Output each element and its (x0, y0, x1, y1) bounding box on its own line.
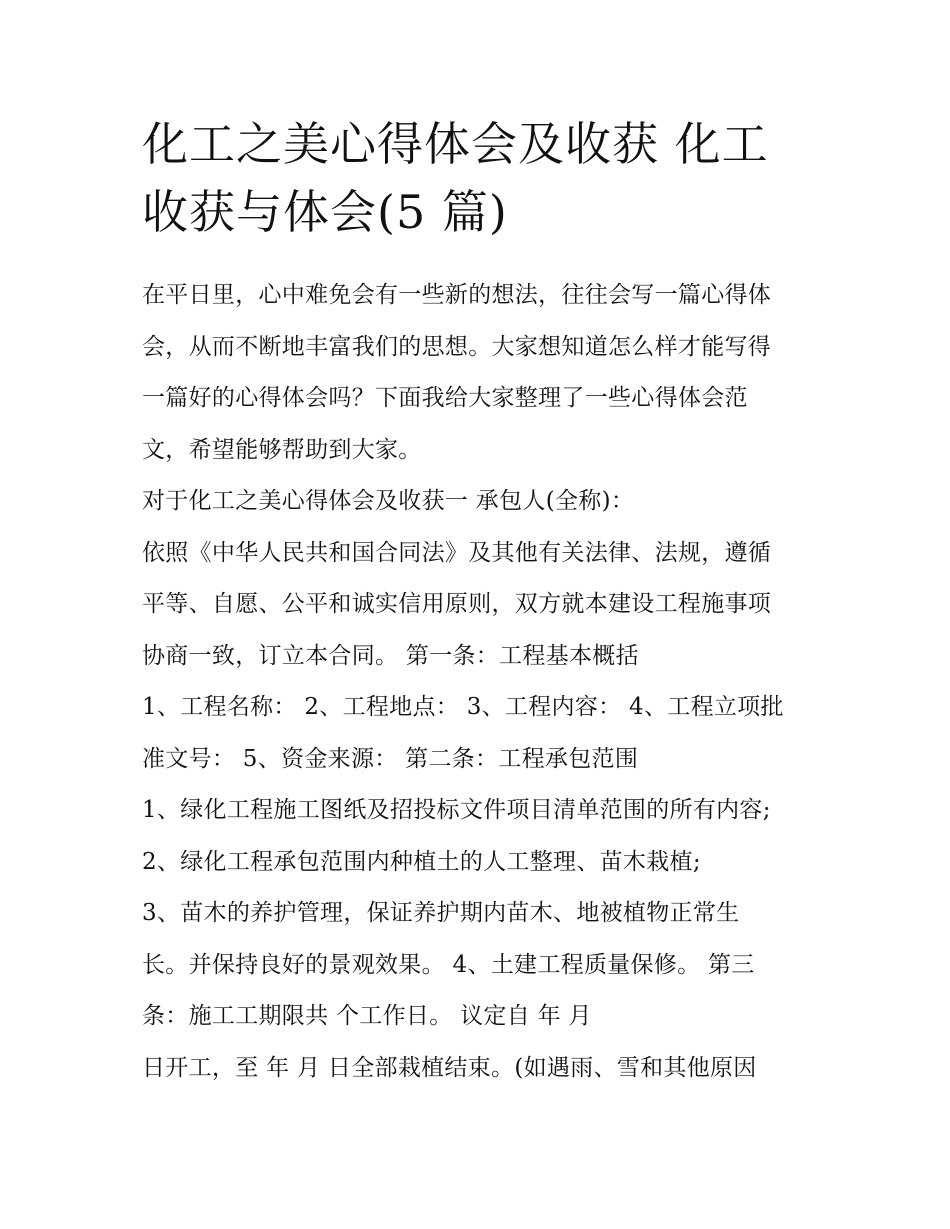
document-title (142, 110, 820, 246)
body-line: 一篇好的心得体会吗？下面我给大家整理了一些心得体会范 (142, 385, 748, 411)
body-line: 准文号： 5、资金来源： 第二条：工程承包范围 (142, 745, 639, 772)
body-line: 1、绿化工程施工图纸及招投标文件项目清单范围的所有内容; (142, 797, 771, 823)
document-body (142, 270, 820, 1094)
body-line: 长。并保持良好的景观效果。 4、土建工程质量保修。 第三 (142, 951, 755, 978)
body-line: 条：施工工期限共 个工作日。 议定自 年 月 (142, 1003, 592, 1029)
body-line: 会，从而不断地丰富我们的思想。大家想知道怎么样才能写得 (142, 333, 772, 360)
body-line: 2、绿化工程承包范围内种植土的人工整理、苗木栽植; (142, 848, 701, 875)
body-line: 在平日里，心中难免会有一些新的想法，往往会写一篇心得体 (142, 282, 772, 308)
title-line: 收获与体会(5 篇) (142, 185, 508, 239)
body-line: 对于化工之美心得体会及收获一 承包人(全称)： (142, 488, 635, 514)
body-line: 日开工，至 年 月 日全部栽植结束。(如遇雨、雪和其他原因 (142, 1054, 757, 1081)
body-line: 依照《中华人民共和国合同法》及其他有关法律、法规，遵循 (142, 539, 772, 566)
body-line: 平等、自愿、公平和诚实信用原则，双方就本建设工程施事项 (142, 591, 772, 617)
body-line: 3、苗木的养护管理，保证养护期内苗木、地被植物正常生 (142, 900, 740, 926)
title-line: 化工之美心得体会及收获 化工 (142, 117, 769, 171)
body-line: 文，希望能够帮助到大家。 (142, 436, 422, 463)
body-line: 协商一致，订立本合同。 第一条：工程基本概括 (142, 642, 639, 669)
body-line: 1、工程名称： 2、工程地点： 3、工程内容： 4、工程立项批 (142, 694, 784, 720)
